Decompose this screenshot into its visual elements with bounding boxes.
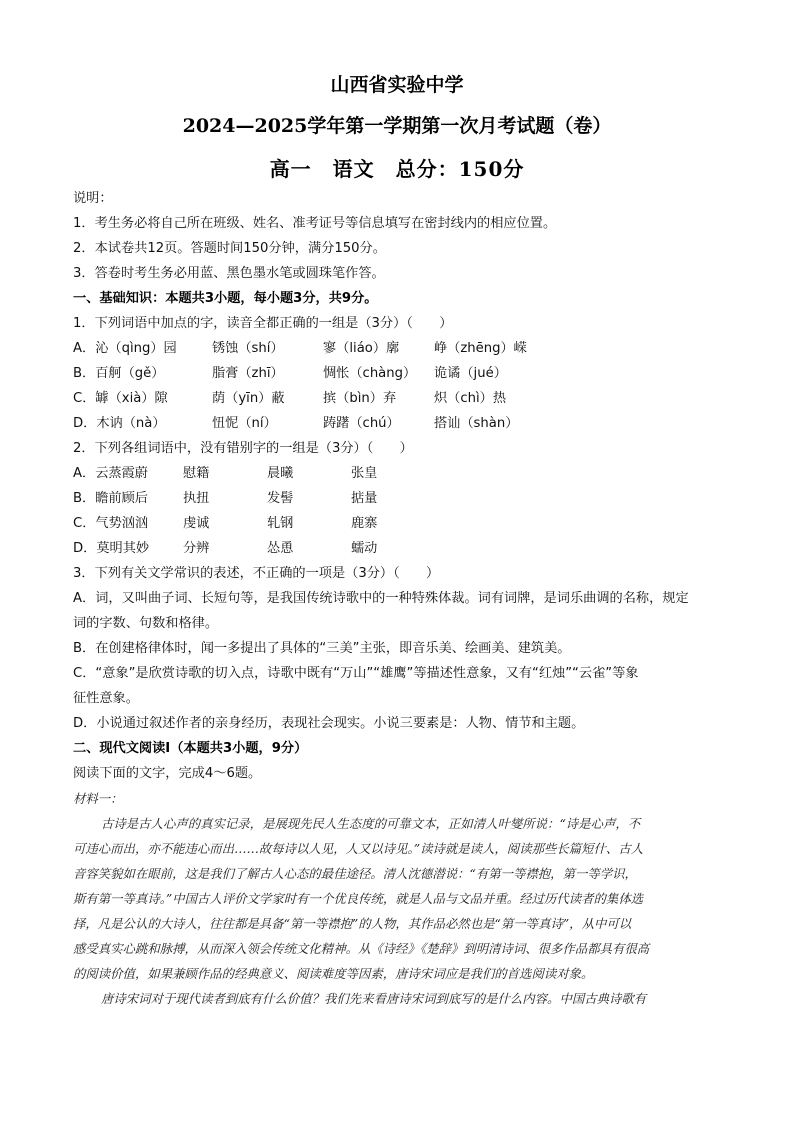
passage-line: 择，凡是公认的大诗人，往往都是具备“第一等襟抱”的人物，其作品必然也是“第一等真诗”，从中可以	[73, 916, 632, 931]
option-b-3: 惆怅（chàng）	[323, 366, 417, 381]
option-a-4: 峥（zhēng）嵘	[434, 341, 527, 356]
option-a-1: A．沁（qìng）园	[73, 341, 177, 356]
option-d-1: D．莫明其妙	[73, 541, 150, 556]
option-c-1: C．气势汹汹	[73, 516, 149, 531]
option-a-1: A．云蒸霞蔚	[73, 466, 148, 481]
subject-line: 高一 语文 总分：150分	[269, 157, 525, 181]
question-3-option-line: D．小说通过叙述作者的亲身经历，表现社会现实。小说三要素是：人物、情节和主题。	[73, 716, 585, 731]
option-c-4: 鹿寨	[351, 516, 378, 531]
option-b-2: 执扭	[183, 491, 210, 506]
option-a-3: 晨曦	[267, 466, 294, 481]
passage-line: 唐诗宋词对于现代读者到底有什么价值？我们先来看唐诗宋词到底写的是什么内容。中国古典诗歌有	[101, 991, 647, 1006]
question-3-option-line: 征性意象。	[73, 691, 139, 706]
option-c-4: 炽（chì）热	[434, 391, 507, 406]
instruction-item: 3．答卷时考生务必用蓝、黑色墨水笔或圆珠笔作答。	[73, 266, 385, 281]
section-1-heading: 一、基础知识：本题共3小题，每小题3分，共9分。	[73, 291, 378, 306]
section-2-heading: 二、现代文阅读Ⅰ（本题共3小题，9分）	[73, 741, 308, 756]
question-3-option-line: A．词，又叫曲子词、长短句等，是我国传统诗歌中的一种特殊体裁。词有词牌，是词乐曲调的名称，规定	[73, 591, 689, 606]
option-a-3: 寥（liáo）廓	[323, 341, 400, 356]
option-d-4: 搭讪（shàn）	[434, 416, 519, 431]
question-3-option-line: 词的字数、句数和格律。	[73, 616, 219, 631]
question-1-stem: 1．下列词语中加点的字，读音全都正确的一组是（3分）（ ）	[73, 316, 453, 331]
option-a-2: 锈蚀（shí）	[212, 341, 284, 356]
exam-title: 2024—2025学年第一学期第一次月考试题（卷）	[182, 115, 612, 137]
option-b-1: B．瞻前顾后	[73, 491, 148, 506]
option-d-1: D．木讷（nà）	[73, 416, 166, 431]
option-b-1: B．百舸（gě）	[73, 366, 165, 381]
option-b-2: 脂膏（zhī）	[212, 366, 284, 381]
option-d-3: 怂恿	[267, 541, 294, 556]
passage-line: 古诗是古人心声的真实记录，是展现先民人生态度的可靠文本，正如清人叶燮所说：“诗是心声，不	[101, 816, 641, 831]
option-c-2: 虔诚	[183, 516, 210, 531]
material-label: 材料一：	[73, 791, 123, 806]
question-3-option-line: B．在创建格律体时，闻一多提出了具体的“三美”主张，即音乐美、绘画美、建筑美。	[73, 641, 571, 656]
reading-instruction: 阅读下面的文字，完成4～6题。	[73, 766, 262, 781]
passage-line: 感受真实心跳和脉搏，从而深入领会传统文化精神。从《诗经》《楚辞》到明清诗词、很多作品都具有很高	[73, 941, 650, 956]
option-b-4: 掂量	[351, 491, 378, 506]
question-2-stem: 2．下列各组词语中，没有错别字的一组是（3分）（ ）	[73, 441, 413, 456]
option-c-2: 荫（yīn）蔽	[212, 391, 285, 406]
option-b-3: 发髻	[267, 491, 294, 506]
question-3-stem: 3．下列有关文学常识的表述，不正确的一项是（3分）（ ）	[73, 566, 440, 581]
option-d-2: 分辨	[183, 541, 210, 556]
question-3-option-line: C．“意象”是欣赏诗歌的切入点，诗歌中既有“万山”“雄鹰”等描述性意象，又有“红烛”“云雀”等象	[73, 666, 639, 681]
passage-line: 音容笑貌如在眼前，这是我们了解古人心态的最佳途径。清人沈德潜说：“有第一等襟抱，第一等学识，	[73, 866, 637, 881]
option-d-3: 踌躇（chú）	[323, 416, 400, 431]
passage-line: 的阅读价值，如果兼顾作品的经典意义、阅读难度等因素，唐诗宋词应是我们的首选阅读对象。	[73, 966, 594, 981]
school-name: 山西省实验中学	[330, 74, 464, 96]
passage-line: 可违心而出，亦不能违心而出……故每诗以人见，人又以诗见。”读诗就是读人，阅读那些长篇短什、古人	[73, 841, 644, 856]
instruction-item: 1．考生务必将自己所在班级、姓名、准考证号等信息填写在密封线内的相应位置。	[73, 216, 557, 231]
passage-line: 斯有第一等真诗。”中国古人评价文学家时有一个优良传统，就是人品与文品并重。经过历代读者的集体选	[73, 891, 644, 906]
option-a-4: 张皇	[351, 466, 378, 481]
option-c-3: 轧钢	[267, 516, 294, 531]
instruction-item: 2．本试卷共12页。答题时间150分钟，满分150分。	[73, 241, 386, 256]
option-a-2: 慰籍	[183, 466, 210, 481]
instructions-heading: 说明：	[73, 191, 113, 206]
option-d-2: 忸怩（ní）	[212, 416, 277, 431]
option-c-3: 摈（bìn）弃	[323, 391, 397, 406]
option-c-1: C．罅（xià）隙	[73, 391, 168, 406]
option-b-4: 诡谲（jué）	[434, 366, 507, 381]
option-d-4: 蠕动	[351, 541, 378, 556]
